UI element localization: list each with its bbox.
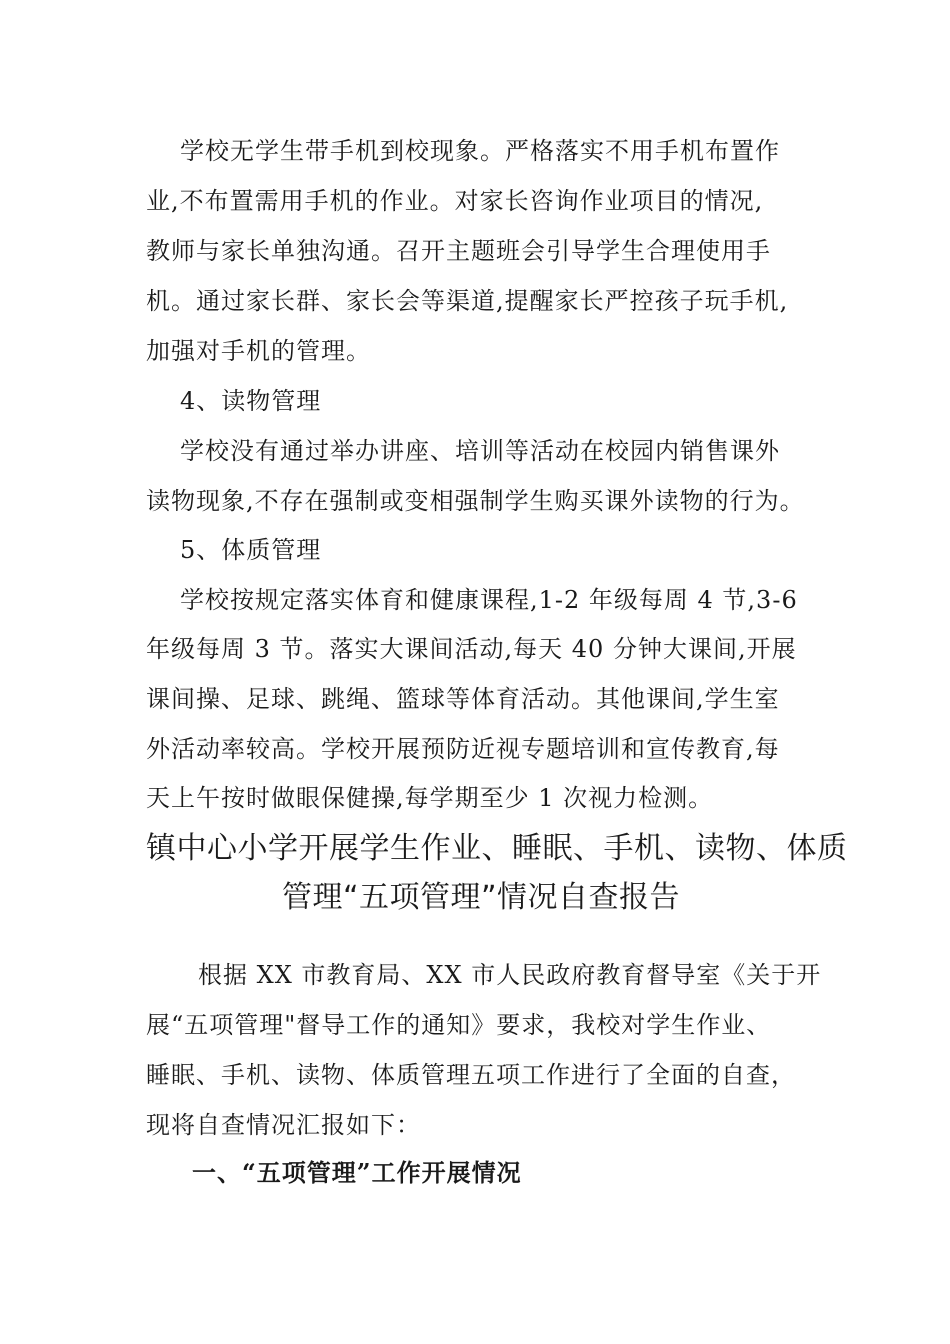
paragraph-line: 教师与家长单独沟通。召开主题班会引导学生合理使用手 — [146, 237, 771, 265]
intro-line: 现将自查情况汇报如下： — [146, 1111, 421, 1139]
intro-line: 展“五项管理"督导工作的通知》要求，我校对学生作业、 — [146, 1011, 772, 1039]
paragraph-line: 学校无学生带手机到校现象。严格落实不用手机布置作 — [180, 137, 780, 165]
paragraph-line: 加强对手机的管理。 — [146, 337, 371, 365]
paragraph-line: 业,不布置需用手机的作业。对家长咨询作业项目的情况, — [146, 187, 764, 215]
paragraph-line: 天上午按时做眼保健操,每学期至少 1 次视力检测。 — [146, 784, 714, 812]
report-title-line-1: 镇中心小学开展学生作业、睡眠、手机、读物、体质 — [146, 831, 848, 866]
intro-line: 睡眠、手机、读物、体质管理五项工作进行了全面的自查， — [146, 1061, 796, 1089]
paragraph-line: 学校按规定落实体育和健康课程,1-2 年级每周 4 节,3-6 — [180, 586, 798, 614]
paragraph-line: 课间操、足球、跳绳、篮球等体育活动。其他课间,学生室 — [146, 685, 780, 713]
report-title-line-2: 管理“五项管理”情况自查报告 — [281, 880, 681, 915]
paragraph-line: 外活动率较高。学校开展预防近视专题培训和宣传教育,每 — [146, 735, 780, 763]
intro-line: 根据 XX 市教育局、XX 市人民政府教育督导室《关于开 — [198, 961, 822, 989]
paragraph-line: 学校没有通过举办讲座、培训等活动在校园内销售课外 — [180, 437, 780, 465]
paragraph-line: 年级每周 3 节。落实大课间活动,每天 40 分钟大课间,开展 — [146, 635, 797, 663]
paragraph-line: 机。通过家长群、家长会等渠道,提醒家长严控孩子玩手机, — [146, 287, 789, 315]
paragraph-line: 读物现象,不存在强制或变相强制学生购买课外读物的行为。 — [146, 487, 805, 515]
section-heading-physical: 5、体质管理 — [180, 536, 322, 564]
section-heading-reading: 4、读物管理 — [180, 387, 322, 415]
section-1-heading: 一、“五项管理”工作开展情况 — [192, 1158, 522, 1187]
